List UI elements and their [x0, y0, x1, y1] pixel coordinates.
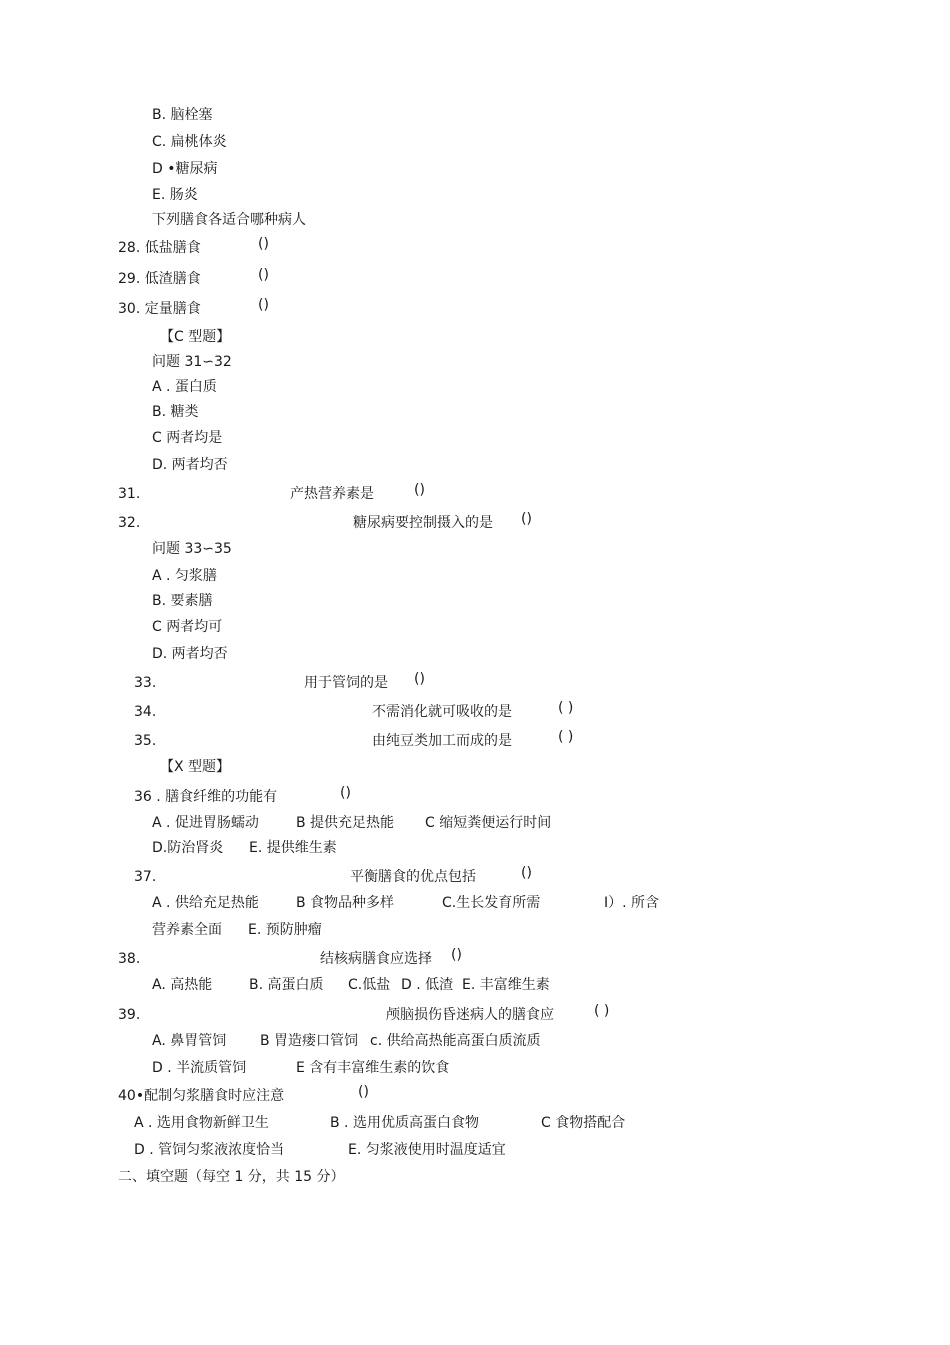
answer-blank-38: (): [451, 947, 462, 963]
option-c: C 食物搭配合: [541, 1115, 626, 1131]
option-c: c. 供给高热能高蛋白质流质: [370, 1033, 541, 1049]
option-e: E. 丰富维生素: [462, 977, 550, 993]
question-number-39: 39.: [118, 1007, 141, 1023]
answer-blank-32: (): [521, 511, 532, 527]
answer-blank-35: ( ): [558, 729, 574, 745]
option-c: C 两者均可: [152, 619, 223, 635]
option-d: D. 两者均否: [152, 457, 228, 473]
option-b: B 提供充足热能: [296, 815, 395, 831]
option-d: I）. 所含: [604, 895, 660, 911]
option-a: A . 选用食物新鲜卫生: [134, 1115, 269, 1131]
option-d: D •糖尿病: [152, 161, 218, 177]
question-28: 28. 低盐膳食: [118, 240, 201, 256]
question-40: 40•配制匀浆膳食时应注意: [118, 1088, 285, 1104]
option-d: D . 半流质管饲: [152, 1060, 247, 1076]
option-d: D.防治肾炎: [152, 840, 224, 856]
option-a: A. 鼻胃管饲: [152, 1033, 227, 1049]
section-heading-fill-in: 二、填空题（每空 1 分，共 15 分）: [118, 1169, 345, 1185]
option-e: E. 预防肿瘤: [248, 922, 322, 938]
option-d-continued: 营养素全面: [152, 922, 222, 938]
option-e: E. 肠炎: [152, 187, 198, 203]
option-a: A. 高热能: [152, 977, 213, 993]
section-heading-c-type: 【C 型题】: [160, 329, 231, 345]
answer-blank-39: ( ): [594, 1003, 610, 1019]
option-c: C.生长发育所需: [442, 895, 541, 911]
option-c: C.低盐: [348, 977, 391, 993]
option-e: E. 提供维生素: [249, 840, 337, 856]
option-b: B. 高蛋白质: [249, 977, 324, 993]
question-33: 用于管饲的是: [304, 675, 388, 691]
option-c: C. 扁桃体炎: [152, 134, 227, 150]
question-number-35: 35.: [134, 733, 157, 749]
question-number-31: 31.: [118, 486, 141, 502]
question-group-33-35: 问题 33∽35: [152, 541, 232, 557]
option-c: C 两者均是: [152, 430, 223, 446]
answer-blank-40: (): [358, 1084, 369, 1100]
option-e: E. 匀浆液使用时温度适宜: [348, 1142, 506, 1158]
option-b: B . 选用优质高蛋白食物: [330, 1115, 479, 1131]
question-31: 产热营养素是: [290, 486, 374, 502]
option-c: C 缩短粪便运行时间: [425, 815, 552, 831]
option-a: A . 匀浆膳: [152, 568, 217, 584]
question-number-32: 32.: [118, 515, 141, 531]
option-a: A . 蛋白质: [152, 379, 217, 395]
answer-blank-28: (): [258, 236, 269, 252]
answer-blank-33: (): [414, 671, 425, 687]
question-30: 30. 定量膳食: [118, 301, 201, 317]
answer-blank-37: (): [521, 865, 532, 881]
question-35: 由纯豆类加工而成的是: [372, 733, 512, 749]
option-b: B 食物品种多样: [296, 895, 395, 911]
question-number-34: 34.: [134, 704, 157, 720]
question-number-33: 33.: [134, 675, 157, 691]
instruction: 下列膳食各适合哪种病人: [152, 212, 306, 228]
question-39: 颅脑损伤昏迷病人的膳食应: [386, 1007, 554, 1023]
option-d: D . 低渣: [401, 977, 454, 993]
answer-blank-36: (): [340, 785, 351, 801]
option-a: A . 供给充足热能: [152, 895, 259, 911]
option-e: E 含有丰富维生素的饮食: [296, 1060, 450, 1076]
option-d: D. 两者均否: [152, 646, 228, 662]
option-b: B 胃造瘘口管饲: [260, 1033, 359, 1049]
option-d: D . 管饲匀浆液浓度恰当: [134, 1142, 285, 1158]
question-29: 29. 低渣膳食: [118, 271, 201, 287]
answer-blank-29: (): [258, 267, 269, 283]
question-38: 结核病膳食应选择: [320, 951, 432, 967]
option-b: B. 脑栓塞: [152, 107, 213, 123]
question-number-38: 38.: [118, 951, 141, 967]
section-heading-x-type: 【X 型题】: [160, 759, 231, 775]
answer-blank-34: ( ): [558, 700, 574, 716]
question-32: 糖尿病要控制摄入的是: [353, 515, 493, 531]
question-group-31-32: 问题 31∽32: [152, 354, 232, 370]
option-b: B. 要素膳: [152, 593, 213, 609]
question-37: 平衡膳食的优点包括: [350, 869, 476, 885]
question-36: 36 . 膳食纤维的功能有: [134, 789, 278, 805]
option-a: A . 促进胃肠蠕动: [152, 815, 259, 831]
question-number-37: 37.: [134, 869, 157, 885]
answer-blank-30: (): [258, 297, 269, 313]
option-b: B. 糖类: [152, 404, 199, 420]
question-34: 不需消化就可吸收的是: [372, 704, 512, 720]
answer-blank-31: (): [414, 482, 425, 498]
